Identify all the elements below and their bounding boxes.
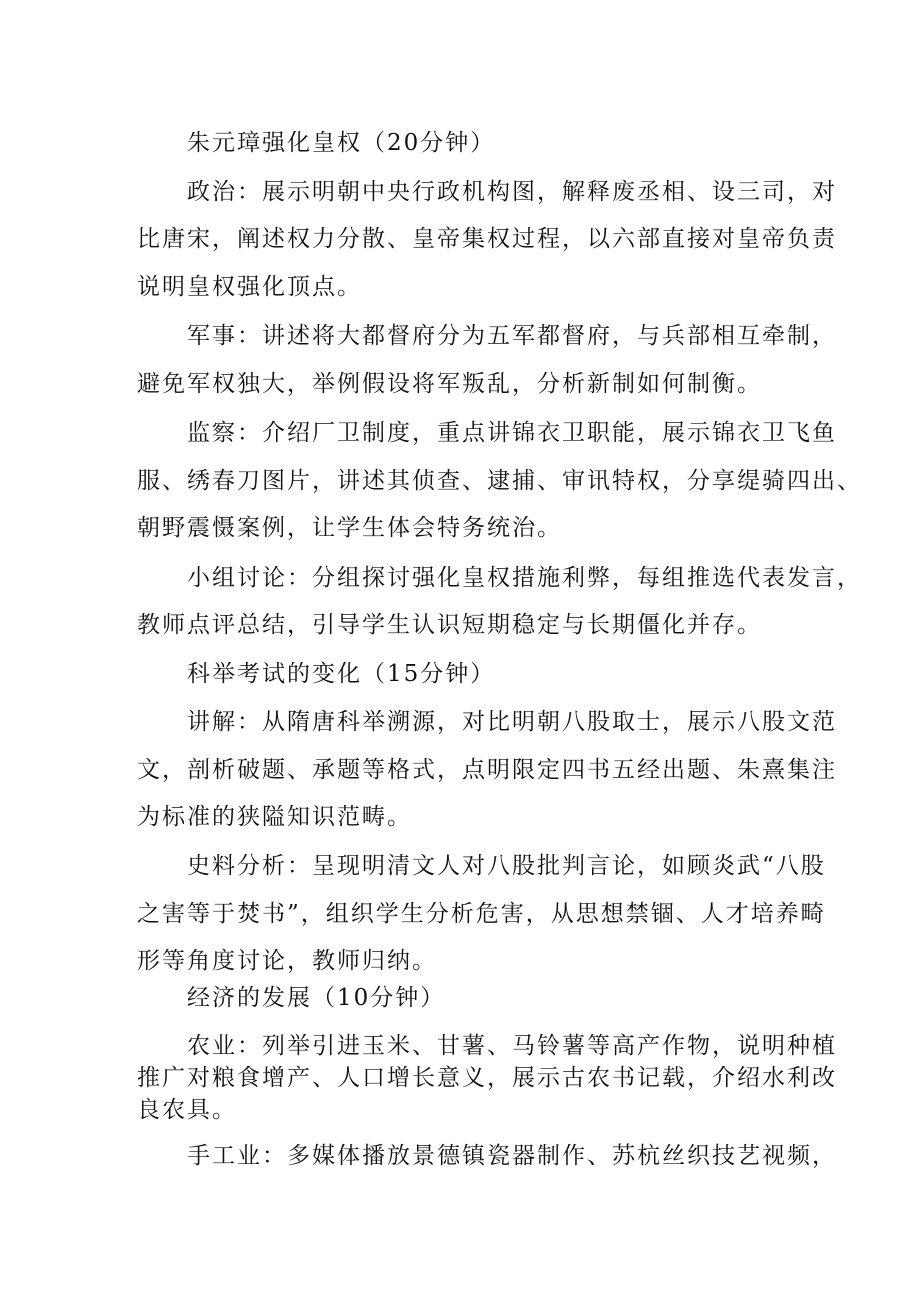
paragraph-line: 文，剖析破题、承题等格式，点明限定四书五经出题、朱熹集注 [137,757,837,783]
heading-text: 经济的发展（10分钟） [187,985,446,1011]
paragraph-line: 说明皇权强化顶点。 [137,274,362,300]
paragraph-line: 小组讨论：分组探讨强化皇权措施利弊，每组推选代表发言， [187,565,862,591]
paragraph-line: 史料分析：呈现明清文人对八股批判言论，如顾炎武“八股 [187,853,826,879]
paragraph-line: 为标准的狭隘知识范畴。 [137,804,412,830]
paragraph-line: 军事：讲述将大都督府分为五军都督府，与兵部相互牵制， [187,323,837,349]
paragraph-line: 监察：介绍厂卫制度，重点讲锦衣卫职能，展示锦衣卫飞鱼 [187,420,837,446]
paragraph-line: 朝野震慑案例，让学生体会特务统治。 [137,515,562,541]
paragraph-line: 之害等于焚书”，组织学生分析危害，从思想禁锢、人才培养畸 [137,901,826,927]
paragraph-line: 讲解：从隋唐科举溯源，对比明朝八股取士，展示八股文范 [187,709,837,735]
paragraph-line: 教师点评总结，引导学生认识短期稳定与长期僵化并存。 [137,612,762,638]
paragraph-line: 推广对粮食增产、人口增长意义，展示古农书记载，介绍水利改 [137,1065,837,1091]
heading-text: 朱元璋强化皇权（20分钟） [187,130,496,156]
paragraph-line: 形等角度讨论，教师归纳。 [137,948,437,974]
heading-text: 科举考试的变化（15分钟） [187,661,496,687]
paragraph-line: 服、绣春刀图片，讲述其侦查、逮捕、审讯特权，分享缇骑四出、 [137,468,862,494]
paragraph-line: 避免军权独大，举例假设将军叛乱，分析新制如何制衡。 [137,371,762,397]
paragraph-line: 手工业：多媒体播放景德镇瓷器制作、苏杭丝织技艺视频， [187,1143,837,1169]
paragraph-line: 政治：展示明朝中央行政机构图，解释废丞相、设三司，对 [187,179,837,205]
paragraph-line: 比唐宋，阐述权力分散、皇帝集权过程，以六部直接对皇帝负责 [137,226,837,252]
paragraph-line: 农业：列举引进玉米、甘薯、马铃薯等高产作物，说明种植 [187,1033,837,1059]
paragraph-line: 良农具。 [137,1097,237,1123]
